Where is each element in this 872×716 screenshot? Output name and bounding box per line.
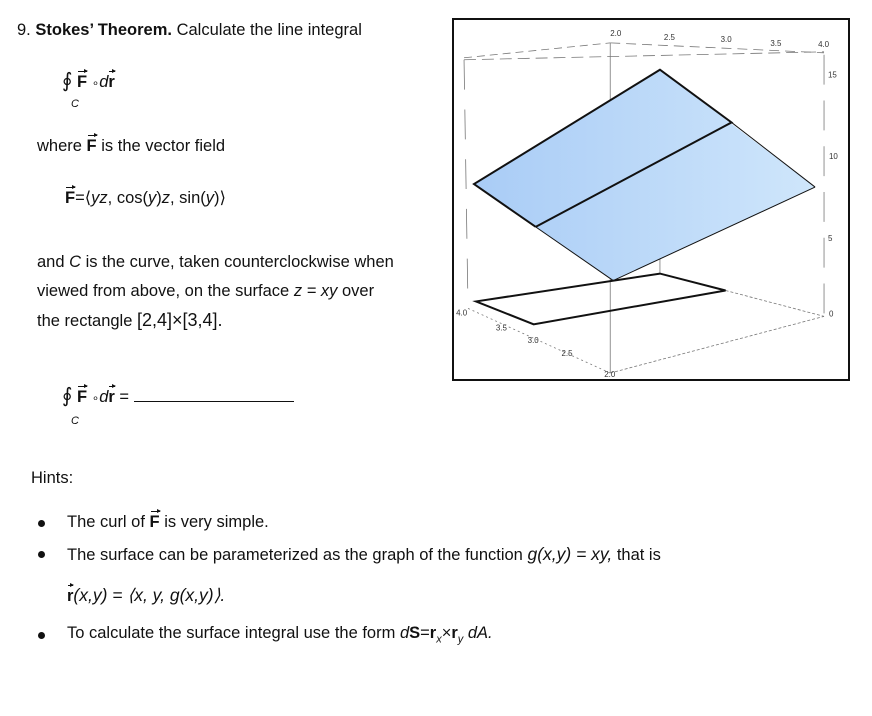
curve-description xyxy=(37,248,394,336)
text: viewed from above, on the surface xyxy=(37,282,290,300)
top-axis-tick-label: 2.5 xyxy=(663,32,675,42)
z-axis-tick-label: 15 xyxy=(828,70,837,80)
text: the rectangle xyxy=(37,312,133,330)
z-axis-tick-label: 5 xyxy=(828,233,833,243)
field-c2: , cos( xyxy=(107,189,149,207)
vector-r: r xyxy=(67,587,74,605)
field-y1: y xyxy=(148,189,157,207)
contour-integral-symbol: ∮ xyxy=(62,385,73,407)
field-c1: yz xyxy=(91,189,108,207)
vector-field-definition xyxy=(65,188,226,208)
integral-subscript: C xyxy=(71,415,79,427)
plot-svg xyxy=(454,20,848,379)
z-axis-tick-label: 0 xyxy=(829,309,834,319)
hint-item xyxy=(67,513,269,532)
differential-d: d xyxy=(399,624,410,642)
contour-integral-symbol: ∮ xyxy=(62,70,73,92)
left-axis-tick-label: 2.0 xyxy=(604,370,616,379)
top-axis-tick-label: 2.0 xyxy=(610,28,622,38)
left-axis-tick-label: 4.0 xyxy=(456,308,468,318)
differential-d: d xyxy=(99,388,109,406)
problem-number: 9. xyxy=(17,21,31,39)
vector-S: S xyxy=(409,624,421,642)
text: is very simple. xyxy=(164,513,269,531)
function-g: g(x,y) = xy, xyxy=(527,544,613,564)
differential-dA: dA. xyxy=(467,624,493,642)
field-c3: ) xyxy=(156,189,162,207)
where-text: where xyxy=(37,137,82,155)
field-c5: )⟩ xyxy=(214,189,226,207)
surface-plot-3d xyxy=(452,18,850,381)
problem-heading xyxy=(17,21,362,40)
bullet-icon xyxy=(38,551,45,558)
text: that is xyxy=(616,546,661,564)
text: The curl of xyxy=(67,513,145,531)
vector-F: F xyxy=(149,513,160,531)
rectangle-domain: [2,4]×[3,4]. xyxy=(137,310,223,330)
answer-line xyxy=(62,383,294,427)
text: To calculate the surface integral use the form xyxy=(67,624,396,642)
vector-F: F xyxy=(65,189,76,207)
top-axis-tick-label: 4.0 xyxy=(818,39,830,49)
field-c4: , sin( xyxy=(170,189,206,207)
surface-equation: z = xy xyxy=(293,282,338,300)
vector-r: r xyxy=(429,624,437,642)
top-axis-tick-label: 3.5 xyxy=(770,38,782,48)
surface-z-equals-xy xyxy=(474,70,815,281)
vector-F: F xyxy=(77,388,88,406)
curve-C: C xyxy=(69,253,82,271)
left-axis-tick-label: 2.5 xyxy=(561,349,573,359)
rectangle-projection xyxy=(476,274,726,325)
vector-F: F xyxy=(86,137,97,155)
bullet-icon xyxy=(38,520,45,527)
z-axis-tick-label: 10 xyxy=(829,152,838,162)
bullet-icon xyxy=(38,632,45,639)
field-y2: y xyxy=(205,189,215,207)
top-axis-tick-label: 3.0 xyxy=(720,34,732,44)
text: is the curve, taken counterclockwise when xyxy=(85,253,394,271)
vector-r: r xyxy=(108,388,115,406)
equals: = xyxy=(420,624,430,642)
hint-item xyxy=(67,624,493,645)
subscript-x: x xyxy=(436,633,442,646)
where-line xyxy=(37,137,225,156)
cross-operator: × xyxy=(441,624,452,642)
dot-operator: ∘ xyxy=(91,391,100,405)
hint-item xyxy=(67,544,661,565)
hints-label: Hints: xyxy=(31,469,74,487)
line-integral-expression xyxy=(62,68,115,110)
left-axis-tick-label: 3.5 xyxy=(495,323,507,333)
subscript-y: y xyxy=(457,633,464,646)
field-z: z xyxy=(161,189,171,207)
vector-r: r xyxy=(451,624,458,642)
problem-title: Stokes’ Theorem. xyxy=(35,21,172,39)
left-axis-tick-label: 3.0 xyxy=(527,336,539,346)
dot-operator: ∘ xyxy=(91,76,100,90)
text: and xyxy=(37,253,65,271)
vector-F: F xyxy=(77,73,88,91)
integral-subscript: C xyxy=(71,98,79,110)
answer-blank[interactable] xyxy=(134,389,294,402)
vector-r: r xyxy=(108,73,115,91)
parameterization: (x,y) = ⟨x, y, g(x,y)⟩. xyxy=(73,585,226,605)
field-eq: =⟨ xyxy=(75,189,92,207)
differential-d: d xyxy=(99,73,109,91)
equals: = xyxy=(119,388,130,406)
problem-intro: Calculate the line integral xyxy=(176,21,362,39)
text: over xyxy=(341,282,375,300)
text: The surface can be parameterized as the graph of the function xyxy=(67,546,523,564)
where-rest: is the vector field xyxy=(101,137,226,155)
hint-parameterization xyxy=(67,585,225,606)
